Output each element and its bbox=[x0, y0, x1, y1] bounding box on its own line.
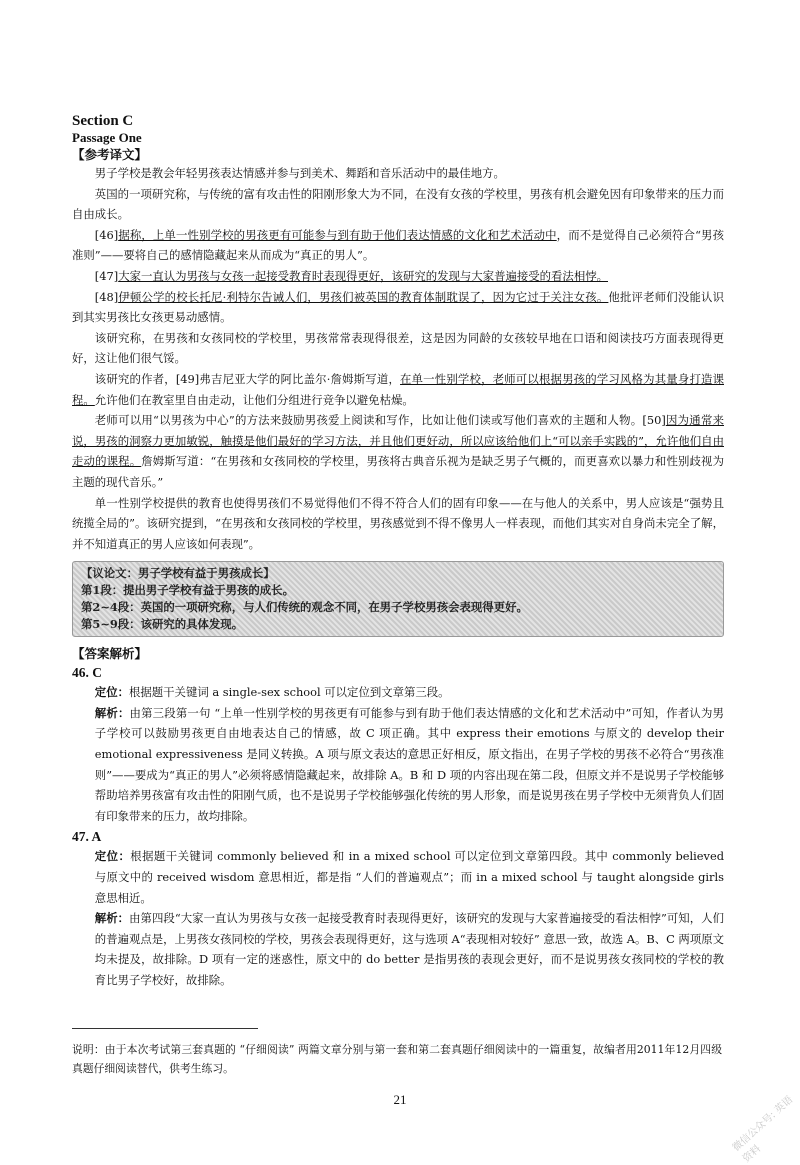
paragraph-3-rest: ，而不是觉得自己必须符合“男孩准则”——要将自己的感情隐藏起来从而成为“真正的男人”。 bbox=[72, 227, 724, 263]
paragraph-8 bbox=[72, 410, 724, 492]
passage-title: Passage One bbox=[72, 130, 142, 145]
locate-text: 根据题干关键词 a single-sex school 可以定位到文章第三段。 bbox=[128, 685, 450, 700]
paragraph-6: 该研究称，在男孩和女孩同校的学校里，男孩常常表现得很差，这是因为同龄的女孩较早地在口语和阅读技巧方面表现得更好，这让他们很气馁。 bbox=[72, 330, 724, 366]
underlined-sentence-50: 因为通常来说，男孩的洞察力更加敏锐，触摸是他们最好的学习方法，并且他们更好动，所以应该给他们上“可以亲手实践的”，允许他们自由走动的课程。 bbox=[72, 413, 724, 469]
locate-label: 定位： bbox=[94, 849, 131, 864]
locate-label: 定位： bbox=[94, 685, 129, 700]
underlined-sentence-49: 在单一性别学校，老师可以根据男孩的学习风格为其量身打造课程。 bbox=[72, 371, 724, 407]
locate-text: 根据题干关键词 commonly believed 和 in a mixed school 可以定位到文章第四段。其中 commonly believed 与原文中的 received wisdom 意思相近，都是指 “人们的普遍观点”；而 in a mixed school 与 taught alongside girls 意思相近。 bbox=[94, 849, 724, 905]
analysis-label: 解析： bbox=[94, 705, 130, 720]
analysis-text: 由第四段“大家一直认为男孩与女孩一起接受教育时表现得更好，该研究的发现与大家普遍接受的看法相悖”可知，人们的普遍观点是，上男孩女孩同校的学校，男孩会表现得更好，这与选项 A“表现相对较好” 意思一致，故选 A。B、C 两项原文均未提及，故排除。D 项有一定的迷惑性，原文中的 do better 是指男孩的表现会更好，而不是说男孩女孩同校的学校的教育比男子学校好，故排除。 bbox=[94, 911, 724, 987]
question-46-locate bbox=[72, 682, 724, 703]
underlined-sentence-48: 伊顿公学的校长托尼·利特尔告诫人们，男孩们被英国的教育体制耽误了，因为它过于关注女孩。 bbox=[118, 289, 609, 304]
question-number-46: 46. C bbox=[72, 665, 102, 681]
paragraph-9: 单一性别学校提供的教育也使得男孩们不易觉得他们不得不符合人们的固有印象——在与他人的关系中，男人应该是“强势且统揽全局的”。该研究提到，“在男孩和女孩同校的学校里，男孩感觉到不得不像男人一样表现，而他们其实对自身尚未完全了解，并不知道真正的男人应该如何表现”。 bbox=[72, 495, 724, 551]
footnote: 说明：由于本次考试第三套真题的 “仔细阅读” 两篇文章分别与第一套和第二套真题仔细阅读中的一篇重复，故编者用2011年12月四级真题仔细阅读替代，供考生练习。 bbox=[72, 1043, 722, 1075]
question-tag-48: [48] bbox=[94, 289, 119, 304]
paragraph-1: 男子学校是教会年轻男孩表达情感并参与到美术、舞蹈和音乐活动中的最佳地方。 bbox=[94, 166, 505, 180]
paragraph-7-mid: 弗吉尼亚大学的阿比盖尔·詹姆斯写道， bbox=[199, 371, 401, 386]
watermark: 微信公众号: 英语资料 bbox=[730, 1094, 796, 1165]
paragraph-5 bbox=[72, 287, 724, 328]
question-47-locate bbox=[72, 846, 724, 908]
page-number: 21 bbox=[393, 1092, 407, 1107]
footnote-divider bbox=[72, 1028, 258, 1029]
paragraph-7-lead: 该研究的作者， bbox=[94, 371, 176, 386]
question-47-analysis bbox=[72, 908, 724, 990]
question-tag-47: [47] bbox=[94, 268, 119, 283]
question-number-47: 47. A bbox=[72, 829, 102, 845]
underlined-sentence-46: 据称，上单一性别学校的男孩更有可能参与到有助于他们表达情感的文化和艺术活动中 bbox=[118, 227, 557, 242]
underlined-sentence-47: 大家一直认为男孩与女孩一起接受教育时表现得更好，该研究的发现与大家普遍接受的看法相悖。 bbox=[118, 268, 608, 283]
page-content bbox=[72, 112, 724, 991]
question-46-analysis bbox=[72, 703, 724, 827]
outline-line-2: 第2~4段：英国的一项研究称，与人们传统的观念不同，在男子学校男孩会表现得更好。 bbox=[81, 600, 528, 615]
reference-translation-label: 【参考译文】 bbox=[72, 147, 148, 162]
outline-line-3: 第5~9段：该研究的具体发现。 bbox=[81, 617, 244, 632]
outline-title: 【议论文：男子学校有益于男孩成长】 bbox=[81, 566, 275, 581]
paragraph-4 bbox=[72, 266, 724, 287]
paragraph-3 bbox=[72, 225, 724, 266]
outline-line-1: 第1段：提出男子学校有益于男孩的成长。 bbox=[81, 583, 294, 598]
analysis-label: 解析： bbox=[94, 911, 130, 926]
outline-box bbox=[72, 561, 724, 637]
answer-analysis-label: 【答案解析】 bbox=[72, 646, 148, 662]
paragraph-8-lead: 老师可以用“以男孩为中心”的方法来鼓励男孩爱上阅读和写作，比如让他们读或写他们喜欢的主题和人物。 bbox=[94, 413, 643, 428]
paragraph-7 bbox=[72, 369, 724, 410]
paragraph-7-rest: 允许他们在教室里自由走动，让他们分组进行竞争以避免枯燥。 bbox=[94, 392, 414, 407]
section-title: Section C bbox=[72, 113, 134, 129]
analysis-text: 由第三段第一句 “上单一性别学校的男孩更有可能参与到有助于他们表达情感的文化和艺术活动中”可知，作者认为男子学校可以鼓励男孩更自由地表达自己的情感，故 C 项正确。其中 express their emotions 与原文的 develop their emotional expressiveness 是同义转换。A 项与原文表达的意思正好相反，原文指出，在男子学校的男孩不必符合“男孩准则”——要成为“真正的男人”必须将感情隐藏起来，故排除 A。B 和 D 项的内容出现在第二段，但原文并不是说男子学校能够帮助培养男孩富有攻击性的阳刚气质，也不是说男子学校能够强化传统的男人形象，而是说男孩在男子学校中无须背负人们固有印象带来的压力，故均排除。 bbox=[94, 705, 724, 823]
paragraph-2: 英国的一项研究称，与传统的富有攻击性的阳刚形象大为不同，在没有女孩的学校里，男孩有机会避免因有印象带来的压力而自由成长。 bbox=[72, 186, 724, 222]
question-tag-50: [50] bbox=[642, 413, 666, 428]
question-tag-46: [46] bbox=[94, 227, 119, 242]
paragraph-8-rest: 詹姆斯写道：“在男孩和女孩同校的学校里，男孩将古典音乐视为是缺乏男子气概的，而更喜欢以暴力和性别歧视为主题的现代音乐。” bbox=[72, 454, 724, 489]
question-tag-49: [49] bbox=[175, 371, 200, 386]
paragraph-5-rest: 他批评老师们没能认识到其实男孩比女孩更易动感情。 bbox=[72, 289, 724, 325]
